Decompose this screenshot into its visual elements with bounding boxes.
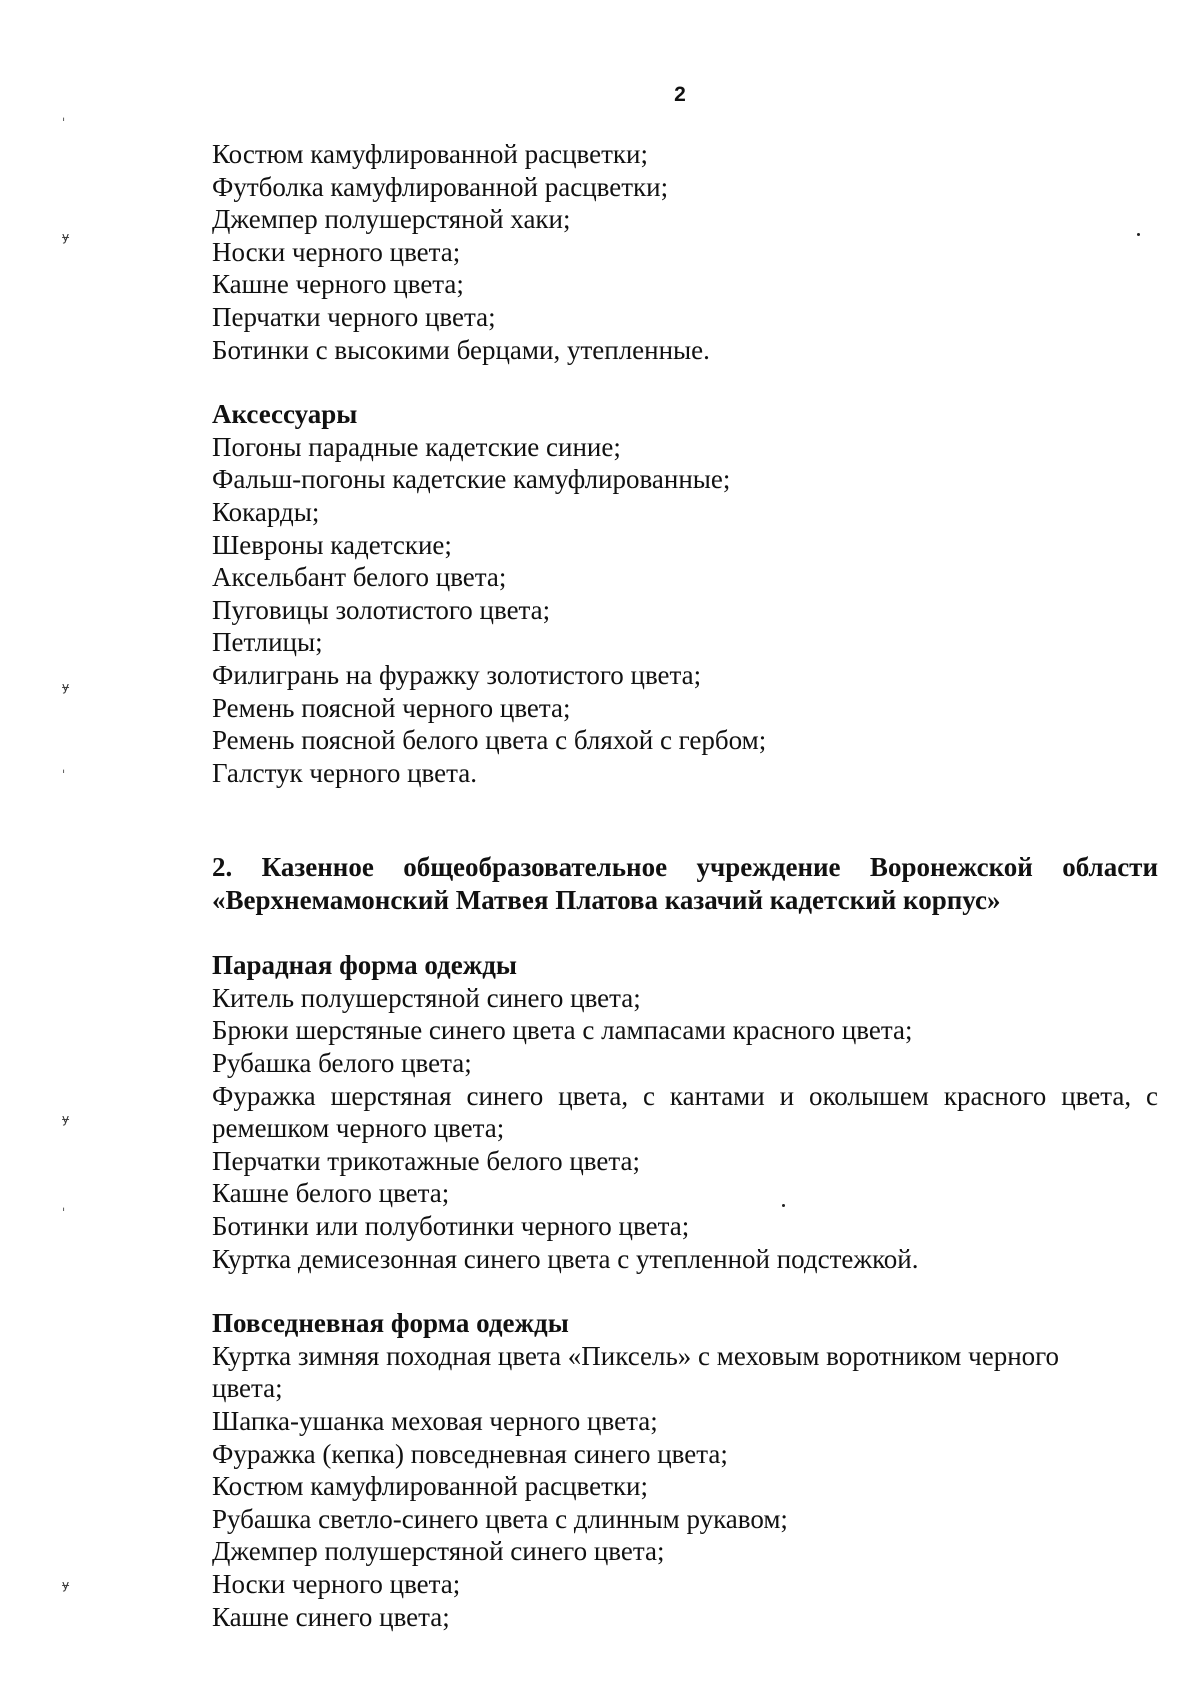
- scan-speck: ɏ: [62, 1112, 70, 1126]
- list-item: Костюм камуфлированной расцветки;: [212, 139, 648, 169]
- list-item: Ботинки или полуботинки черного цвета;: [212, 1211, 690, 1242]
- scan-speck: ˌ: [62, 1198, 66, 1212]
- list-item: Галстук черного цвета.: [212, 757, 477, 788]
- everyday-heading: Повседневная форма одежды: [212, 1308, 569, 1339]
- scan-speck: ɏ: [62, 230, 70, 244]
- list-item: Шапка-ушанка меховая черного цвета;: [212, 1406, 658, 1436]
- list-item: Фальш-погоны кадетские камуфлированные;: [212, 464, 731, 495]
- scan-speck: ɏ: [62, 680, 70, 694]
- section1-list: [212, 138, 1158, 366]
- accessories-block: [212, 398, 1158, 789]
- list-item: Фуражка (кепка) повседневная синего цвета;: [212, 1438, 728, 1469]
- list-item: Куртка зимняя походная цвета «Пиксель» с меховым воротником черного цвета;: [212, 1340, 1060, 1404]
- scan-speck: ɏ: [62, 1578, 70, 1592]
- list-item: Петлицы;: [212, 627, 323, 658]
- spacer: [212, 789, 1158, 851]
- accessories-heading: Аксессуары: [212, 399, 358, 430]
- list-item: Аксельбант белого цвета;: [212, 562, 507, 593]
- spacer: [212, 1275, 1158, 1307]
- list-item: Ремень поясной белого цвета с бляхой с гербом;: [212, 725, 767, 756]
- list-item: Фуражка шерстяная синего цвета, с кантами и околышем красного цвета, с ремешком черного цвета;: [212, 1080, 1158, 1144]
- list-item: Носки черного цвета;: [212, 1568, 461, 1599]
- list-item: Носки черного цвета;: [212, 236, 461, 267]
- scan-speck: ˌ: [62, 760, 66, 774]
- list-item: Кашне черного цвета;: [212, 269, 464, 300]
- list-item: Рубашка белого цвета;: [212, 1048, 472, 1079]
- list-item: Филигрань на фуражку золотистого цвета;: [212, 659, 702, 690]
- section2-title: 2. Казенное общеобразовательное учреждение Воронежской области «Верхнемамонский Матвея Платова казачий кадетский корпус»: [212, 852, 1158, 916]
- parade-uniform-block: [212, 949, 1158, 1275]
- list-item: Джемпер полушерстяной хаки;: [212, 204, 571, 235]
- list-item: Ботинки с высокими берцами, утепленные.: [212, 334, 710, 365]
- document-body: [212, 138, 1158, 1633]
- spacer: [212, 366, 1158, 398]
- parade-heading: Парадная форма одежды: [212, 950, 518, 981]
- list-item: Перчатки черного цвета;: [212, 301, 496, 332]
- list-item: Кашне белого цвета;: [212, 1178, 450, 1209]
- list-item: Пуговицы золотистого цвета;: [212, 594, 551, 625]
- list-item: Шевроны кадетские;: [212, 529, 452, 560]
- list-item: Куртка демисезонная синего цвета с утепленной подстежкой.: [212, 1243, 919, 1274]
- list-item: Кашне синего цвета;: [212, 1601, 450, 1632]
- list-item: Кокарды;: [212, 496, 320, 527]
- list-item: Костюм камуфлированной расцветки;: [212, 1471, 648, 1502]
- list-item: Футболка камуфлированной расцветки;: [212, 171, 669, 202]
- list-item: Китель полушерстяной синего цвета;: [212, 982, 641, 1013]
- list-item: Рубашка светло-синего цвета с длинным рукавом;: [212, 1503, 788, 1534]
- list-item: Ремень поясной черного цвета;: [212, 692, 571, 723]
- list-item: Погоны парадные кадетские синие;: [212, 431, 621, 462]
- everyday-uniform-block: [212, 1307, 1158, 1633]
- scan-speck: ˌ: [62, 108, 66, 122]
- list-item: Перчатки трикотажные белого цвета;: [212, 1145, 640, 1176]
- list-item: Брюки шерстяные синего цвета с лампасами красного цвета;: [212, 1015, 913, 1046]
- spacer: [212, 917, 1158, 949]
- page-number: 2: [674, 83, 686, 106]
- list-item: Джемпер полушерстяной синего цвета;: [212, 1536, 665, 1567]
